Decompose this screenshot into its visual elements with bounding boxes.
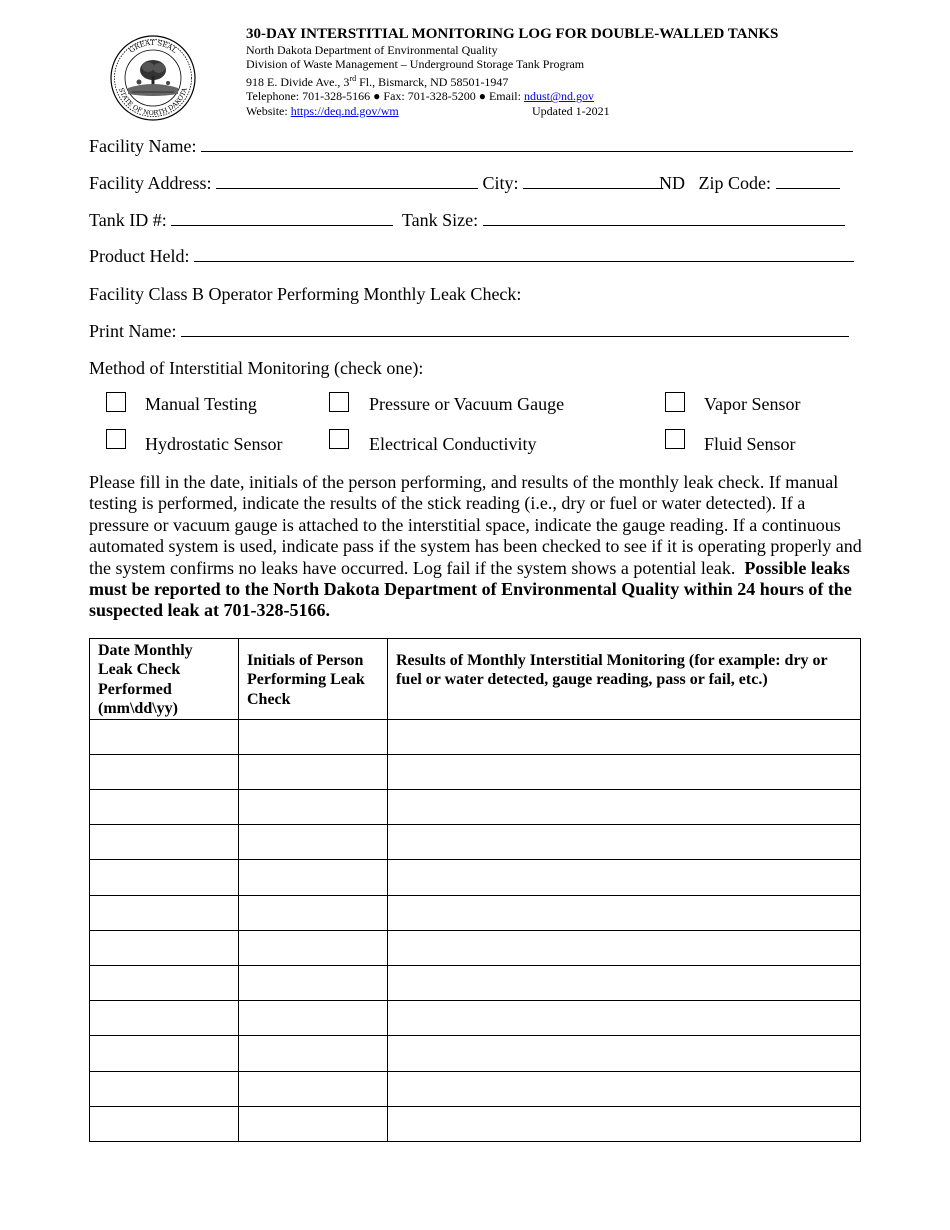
results-cell[interactable]	[388, 1001, 861, 1036]
table-row	[90, 860, 861, 895]
operator-heading: Facility Class B Operator Performing Monthly Leak Check:	[89, 284, 522, 304]
instructions-paragraph	[89, 472, 864, 622]
product-held-label: Product Held:	[89, 246, 190, 266]
tank-row	[89, 209, 845, 231]
date-cell[interactable]	[90, 860, 239, 895]
state-abbrev: ND	[659, 173, 686, 193]
date-cell[interactable]	[90, 790, 239, 825]
vapor-sensor-checkbox[interactable]	[665, 392, 685, 412]
log-table-body	[90, 719, 861, 1141]
initials-cell[interactable]	[239, 754, 388, 789]
date-cell[interactable]	[90, 825, 239, 860]
results-cell[interactable]	[388, 825, 861, 860]
initials-cell[interactable]	[239, 930, 388, 965]
table-row	[90, 1001, 861, 1036]
address-ordinal: rd	[349, 73, 357, 83]
instructions-text: Please fill in the date, initials of the person performing, and results of the monthly leak check. If manual testing is performed, indicate the results of the stick reading (i.e., dry or fuel or water detected). If a pressure or vacuum gauge is attached to the interstitial space, indicate the gauge reading. If a continuous automated system is used, indicate pass if the system has been checked to see if it is operating properly and the system confirms no leaks have occurred. Log fail if the system shows a potential leak.	[89, 472, 862, 578]
agency-header	[246, 25, 846, 118]
initials-cell[interactable]	[239, 1106, 388, 1141]
facility-name-row	[89, 135, 853, 157]
pressure-vacuum-gauge-label: Pressure or Vacuum Gauge	[369, 394, 565, 414]
initials-column-header: Initials of Person Performing Leak Check	[239, 639, 388, 720]
updated-date: Updated 1-2021	[532, 103, 610, 118]
table-row	[90, 1071, 861, 1106]
bullet-icon: ●	[478, 89, 486, 104]
date-cell[interactable]	[90, 1071, 239, 1106]
date-cell[interactable]	[90, 719, 239, 754]
date-cell[interactable]	[90, 754, 239, 789]
date-cell[interactable]	[90, 1036, 239, 1071]
state-seal-logo	[108, 34, 198, 122]
initials-cell[interactable]	[239, 790, 388, 825]
table-row	[90, 1106, 861, 1141]
results-cell[interactable]	[388, 754, 861, 789]
table-row	[90, 1036, 861, 1071]
fluid-sensor-label: Fluid Sensor	[704, 434, 796, 454]
facility-address-input[interactable]	[216, 172, 478, 189]
initials-cell[interactable]	[239, 1036, 388, 1071]
date-column-header: Date Monthly Leak Check Performed (mm\dd\yy)	[90, 639, 239, 720]
results-cell[interactable]	[388, 719, 861, 754]
product-held-input[interactable]	[194, 245, 854, 262]
table-row	[90, 930, 861, 965]
website-label: Website:	[246, 103, 291, 118]
website-link[interactable]: https://deq.nd.gov/wm	[290, 103, 399, 118]
manual-testing-label: Manual Testing	[145, 394, 257, 414]
results-cell[interactable]	[388, 895, 861, 930]
results-column-header: Results of Monthly Interstitial Monitoring (for example: dry or fuel or water detected, gauge reading, pass or fail, etc.)	[388, 639, 861, 720]
method-heading: Method of Interstitial Monitoring (check one):	[89, 358, 424, 378]
date-cell[interactable]	[90, 965, 239, 1000]
department-name: North Dakota Department of Environmental Quality	[246, 43, 498, 57]
fax: Fax: 701-328-5200	[383, 89, 476, 104]
initials-cell[interactable]	[239, 860, 388, 895]
tank-id-input[interactable]	[171, 209, 393, 226]
contact-line	[246, 89, 846, 103]
division-name: Division of Waste Management – Underground Storage Tank Program	[246, 57, 585, 72]
electrical-conductivity-label: Electrical Conductivity	[369, 434, 537, 454]
print-name-row	[89, 320, 849, 342]
results-cell[interactable]	[388, 1106, 861, 1141]
initials-cell[interactable]	[239, 895, 388, 930]
city-label: City:	[482, 173, 519, 193]
table-row	[90, 790, 861, 825]
mailing-address	[246, 72, 846, 89]
monitoring-log-table	[89, 638, 861, 1142]
tank-id-label: Tank ID #:	[89, 210, 167, 230]
fluid-sensor-checkbox[interactable]	[665, 429, 685, 449]
address-street: 918 E. Divide Ave., 3	[246, 74, 350, 89]
results-cell[interactable]	[388, 1036, 861, 1071]
results-cell[interactable]	[388, 965, 861, 1000]
initials-cell[interactable]	[239, 1071, 388, 1106]
initials-cell[interactable]	[239, 719, 388, 754]
product-held-row	[89, 245, 854, 267]
zip-code-input[interactable]	[776, 172, 840, 189]
initials-cell[interactable]	[239, 1001, 388, 1036]
initials-cell[interactable]	[239, 965, 388, 1000]
seal-top-text: GREAT SEAL	[127, 38, 179, 55]
tank-size-label: Tank Size:	[401, 210, 479, 230]
table-row	[90, 719, 861, 754]
pressure-vacuum-gauge-checkbox[interactable]	[329, 392, 349, 412]
print-name-input[interactable]	[181, 320, 849, 337]
date-cell[interactable]	[90, 1106, 239, 1141]
table-row	[90, 965, 861, 1000]
table-header-row	[90, 639, 861, 720]
instructions-warning: Possible leaks must be reported to the North Dakota Department of Environmental Quality within 24 hours of the suspected leak at 701-328-5166.	[89, 557, 852, 621]
bullet-icon: ●	[373, 89, 381, 104]
email-label: Email:	[488, 89, 524, 104]
date-cell[interactable]	[90, 930, 239, 965]
date-cell[interactable]	[90, 895, 239, 930]
electrical-conductivity-checkbox[interactable]	[329, 429, 349, 449]
tank-size-input[interactable]	[483, 209, 845, 226]
facility-name-input[interactable]	[201, 135, 853, 152]
date-cell[interactable]	[90, 1001, 239, 1036]
table-row	[90, 825, 861, 860]
manual-testing-checkbox[interactable]	[106, 392, 126, 412]
telephone: Telephone: 701-328-5166	[246, 89, 371, 104]
form-title: 30-DAY INTERSTITIAL MONITORING LOG FOR DOUBLE-WALLED TANKS	[246, 26, 779, 42]
results-cell[interactable]	[388, 1071, 861, 1106]
initials-cell[interactable]	[239, 825, 388, 860]
address-city: Fl., Bismarck, ND 58501-1947	[356, 74, 509, 89]
zip-code-label: Zip Code:	[698, 173, 772, 193]
results-cell[interactable]	[388, 790, 861, 825]
print-name-label: Print Name:	[89, 321, 177, 341]
facility-address-label: Facility Address:	[89, 173, 212, 193]
city-input[interactable]	[523, 172, 663, 189]
svg-text:GREAT SEAL	[128, 39, 179, 55]
facility-name-label: Facility Name:	[89, 136, 197, 156]
results-cell[interactable]	[388, 930, 861, 965]
hydrostatic-sensor-checkbox[interactable]	[106, 429, 126, 449]
website-line	[246, 104, 846, 118]
vapor-sensor-label: Vapor Sensor	[704, 394, 801, 414]
hydrostatic-sensor-label: Hydrostatic Sensor	[145, 434, 283, 454]
email-link[interactable]: ndust@nd.gov	[523, 89, 595, 104]
facility-address-row	[89, 172, 840, 194]
seal-bottom-text: STATE OF NORTH DAKOTA	[117, 86, 189, 118]
table-row	[90, 754, 861, 789]
results-cell[interactable]	[388, 860, 861, 895]
table-row	[90, 895, 861, 930]
